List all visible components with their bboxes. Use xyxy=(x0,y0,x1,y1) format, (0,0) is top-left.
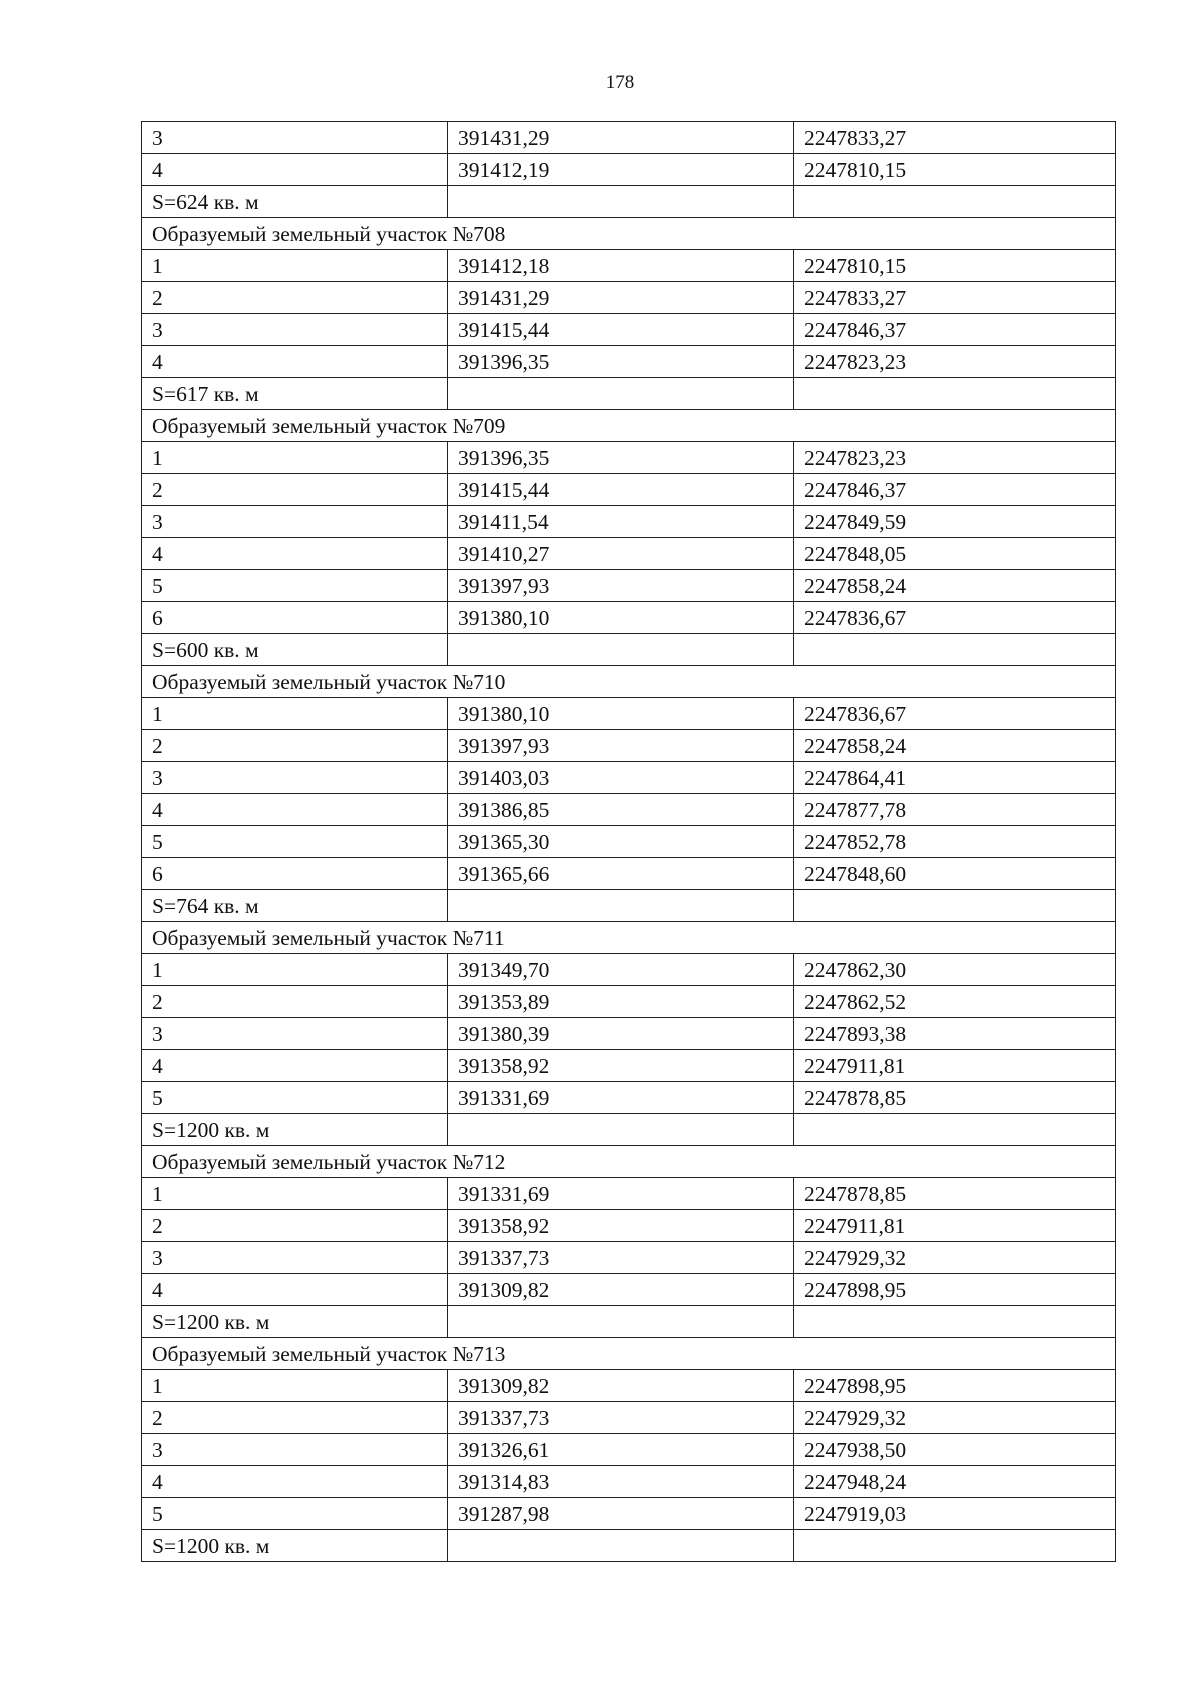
coordinate-y: 2247862,30 xyxy=(794,954,1116,986)
coordinates-table-body xyxy=(142,122,1116,1562)
area-row xyxy=(142,890,1116,922)
coordinate-y: 2247878,85 xyxy=(794,1082,1116,1114)
table-row xyxy=(142,602,1116,634)
coordinate-y: 2247948,24 xyxy=(794,1466,1116,1498)
coordinate-x: 391415,44 xyxy=(448,474,794,506)
empty-cell xyxy=(448,1530,794,1562)
point-number: 1 xyxy=(142,1370,448,1402)
point-number: 3 xyxy=(142,506,448,538)
coordinate-y: 2247878,85 xyxy=(794,1178,1116,1210)
table-row xyxy=(142,1370,1116,1402)
point-number: 1 xyxy=(142,1178,448,1210)
area-value: S=1200 кв. м xyxy=(142,1306,448,1338)
coordinate-x: 391396,35 xyxy=(448,346,794,378)
table-row xyxy=(142,954,1116,986)
coordinate-y: 2247849,59 xyxy=(794,506,1116,538)
coordinate-x: 391365,30 xyxy=(448,826,794,858)
coordinate-y: 2247846,37 xyxy=(794,314,1116,346)
point-number: 2 xyxy=(142,730,448,762)
parcel-title: Образуемый земельный участок №708 xyxy=(142,218,1116,250)
parcel-title-row xyxy=(142,1146,1116,1178)
coordinate-x: 391353,89 xyxy=(448,986,794,1018)
coordinate-x: 391349,70 xyxy=(448,954,794,986)
coordinate-x: 391397,93 xyxy=(448,570,794,602)
table-row xyxy=(142,762,1116,794)
coordinate-y: 2247877,78 xyxy=(794,794,1116,826)
empty-cell xyxy=(794,378,1116,410)
coordinate-x: 391331,69 xyxy=(448,1178,794,1210)
coordinate-y: 2247810,15 xyxy=(794,154,1116,186)
area-value: S=764 кв. м xyxy=(142,890,448,922)
point-number: 2 xyxy=(142,282,448,314)
coordinate-y: 2247929,32 xyxy=(794,1242,1116,1274)
table-row xyxy=(142,826,1116,858)
coordinate-y: 2247919,03 xyxy=(794,1498,1116,1530)
table-row xyxy=(142,698,1116,730)
area-value: S=1200 кв. м xyxy=(142,1114,448,1146)
coordinate-x: 391337,73 xyxy=(448,1402,794,1434)
coordinate-x: 391412,18 xyxy=(448,250,794,282)
area-value: S=624 кв. м xyxy=(142,186,448,218)
coordinate-x: 391403,03 xyxy=(448,762,794,794)
coordinate-y: 2247862,52 xyxy=(794,986,1116,1018)
coordinate-x: 391309,82 xyxy=(448,1370,794,1402)
point-number: 2 xyxy=(142,1402,448,1434)
table-row xyxy=(142,506,1116,538)
table-row xyxy=(142,1178,1116,1210)
parcel-title: Образуемый земельный участок №711 xyxy=(142,922,1116,954)
table-row xyxy=(142,794,1116,826)
table-row xyxy=(142,1402,1116,1434)
coordinate-y: 2247911,81 xyxy=(794,1050,1116,1082)
coordinate-y: 2247833,27 xyxy=(794,122,1116,154)
parcel-title-row xyxy=(142,922,1116,954)
empty-cell xyxy=(794,634,1116,666)
point-number: 6 xyxy=(142,602,448,634)
point-number: 4 xyxy=(142,1466,448,1498)
table-row xyxy=(142,538,1116,570)
parcel-title-row xyxy=(142,666,1116,698)
coordinate-y: 2247846,37 xyxy=(794,474,1116,506)
point-number: 1 xyxy=(142,698,448,730)
area-value: S=617 кв. м xyxy=(142,378,448,410)
coordinate-x: 391411,54 xyxy=(448,506,794,538)
empty-cell xyxy=(448,1114,794,1146)
area-row xyxy=(142,186,1116,218)
point-number: 5 xyxy=(142,1082,448,1114)
coordinate-x: 391337,73 xyxy=(448,1242,794,1274)
empty-cell xyxy=(794,1530,1116,1562)
table-row xyxy=(142,1082,1116,1114)
point-number: 2 xyxy=(142,986,448,1018)
empty-cell xyxy=(448,634,794,666)
table-row xyxy=(142,250,1116,282)
point-number: 4 xyxy=(142,1274,448,1306)
empty-cell xyxy=(448,378,794,410)
empty-cell xyxy=(794,186,1116,218)
point-number: 6 xyxy=(142,858,448,890)
point-number: 4 xyxy=(142,538,448,570)
point-number: 3 xyxy=(142,762,448,794)
empty-cell xyxy=(448,186,794,218)
coordinate-x: 391410,27 xyxy=(448,538,794,570)
point-number: 3 xyxy=(142,1018,448,1050)
coordinate-y: 2247929,32 xyxy=(794,1402,1116,1434)
coordinate-x: 391396,35 xyxy=(448,442,794,474)
parcel-title: Образуемый земельный участок №710 xyxy=(142,666,1116,698)
table-row xyxy=(142,1274,1116,1306)
table-row xyxy=(142,1498,1116,1530)
coordinate-y: 2247858,24 xyxy=(794,570,1116,602)
coordinate-y: 2247836,67 xyxy=(794,698,1116,730)
empty-cell xyxy=(794,890,1116,922)
coordinate-x: 391397,93 xyxy=(448,730,794,762)
point-number: 2 xyxy=(142,474,448,506)
coordinate-x: 391309,82 xyxy=(448,1274,794,1306)
coordinate-y: 2247823,23 xyxy=(794,442,1116,474)
coordinate-y: 2247898,95 xyxy=(794,1370,1116,1402)
table-row xyxy=(142,122,1116,154)
table-row xyxy=(142,1242,1116,1274)
area-value: S=1200 кв. м xyxy=(142,1530,448,1562)
table-row xyxy=(142,730,1116,762)
coordinate-y: 2247938,50 xyxy=(794,1434,1116,1466)
table-row xyxy=(142,442,1116,474)
empty-cell xyxy=(448,890,794,922)
area-row xyxy=(142,1530,1116,1562)
coordinate-x: 391314,83 xyxy=(448,1466,794,1498)
area-row xyxy=(142,1114,1116,1146)
coordinate-x: 391358,92 xyxy=(448,1210,794,1242)
coordinate-x: 391415,44 xyxy=(448,314,794,346)
point-number: 5 xyxy=(142,826,448,858)
coordinate-x: 391380,10 xyxy=(448,602,794,634)
point-number: 3 xyxy=(142,1242,448,1274)
empty-cell xyxy=(794,1114,1116,1146)
point-number: 3 xyxy=(142,1434,448,1466)
point-number: 4 xyxy=(142,1050,448,1082)
area-value: S=600 кв. м xyxy=(142,634,448,666)
coordinate-x: 391331,69 xyxy=(448,1082,794,1114)
table-row xyxy=(142,1434,1116,1466)
page-number: 178 xyxy=(605,72,635,93)
coordinate-x: 391380,10 xyxy=(448,698,794,730)
area-row xyxy=(142,634,1116,666)
point-number: 3 xyxy=(142,122,448,154)
coordinate-x: 391358,92 xyxy=(448,1050,794,1082)
empty-cell xyxy=(794,1306,1116,1338)
coordinate-x: 391365,66 xyxy=(448,858,794,890)
coordinate-y: 2247848,05 xyxy=(794,538,1116,570)
table-row xyxy=(142,570,1116,602)
coordinate-x: 391431,29 xyxy=(448,122,794,154)
area-row xyxy=(142,1306,1116,1338)
parcel-title-row xyxy=(142,1338,1116,1370)
coordinate-y: 2247810,15 xyxy=(794,250,1116,282)
coordinate-x: 391412,19 xyxy=(448,154,794,186)
parcel-title-row xyxy=(142,410,1116,442)
point-number: 1 xyxy=(142,442,448,474)
point-number: 4 xyxy=(142,154,448,186)
table-row xyxy=(142,474,1116,506)
coordinate-x: 391380,39 xyxy=(448,1018,794,1050)
coordinate-x: 391431,29 xyxy=(448,282,794,314)
point-number: 4 xyxy=(142,794,448,826)
point-number: 1 xyxy=(142,954,448,986)
table-row xyxy=(142,154,1116,186)
area-row xyxy=(142,378,1116,410)
table-row xyxy=(142,1050,1116,1082)
table-row xyxy=(142,314,1116,346)
table-row xyxy=(142,346,1116,378)
table-row xyxy=(142,986,1116,1018)
coordinate-y: 2247893,38 xyxy=(794,1018,1116,1050)
point-number: 1 xyxy=(142,250,448,282)
coordinates-table xyxy=(141,121,1116,1562)
coordinate-y: 2247836,67 xyxy=(794,602,1116,634)
table-row xyxy=(142,1018,1116,1050)
point-number: 3 xyxy=(142,314,448,346)
coordinate-y: 2247898,95 xyxy=(794,1274,1116,1306)
parcel-title: Образуемый земельный участок №713 xyxy=(142,1338,1116,1370)
coordinate-y: 2247911,81 xyxy=(794,1210,1116,1242)
coordinate-y: 2247864,41 xyxy=(794,762,1116,794)
point-number: 5 xyxy=(142,570,448,602)
coordinate-x: 391386,85 xyxy=(448,794,794,826)
point-number: 5 xyxy=(142,1498,448,1530)
coordinate-x: 391287,98 xyxy=(448,1498,794,1530)
coordinate-y: 2247848,60 xyxy=(794,858,1116,890)
coordinate-y: 2247823,23 xyxy=(794,346,1116,378)
empty-cell xyxy=(448,1306,794,1338)
table-row xyxy=(142,282,1116,314)
coordinate-y: 2247833,27 xyxy=(794,282,1116,314)
point-number: 4 xyxy=(142,346,448,378)
table-row xyxy=(142,1210,1116,1242)
parcel-title: Образуемый земельный участок №709 xyxy=(142,410,1116,442)
coordinate-x: 391326,61 xyxy=(448,1434,794,1466)
coordinate-y: 2247852,78 xyxy=(794,826,1116,858)
coordinate-y: 2247858,24 xyxy=(794,730,1116,762)
parcel-title-row xyxy=(142,218,1116,250)
table-row xyxy=(142,858,1116,890)
point-number: 2 xyxy=(142,1210,448,1242)
table-row xyxy=(142,1466,1116,1498)
parcel-title: Образуемый земельный участок №712 xyxy=(142,1146,1116,1178)
